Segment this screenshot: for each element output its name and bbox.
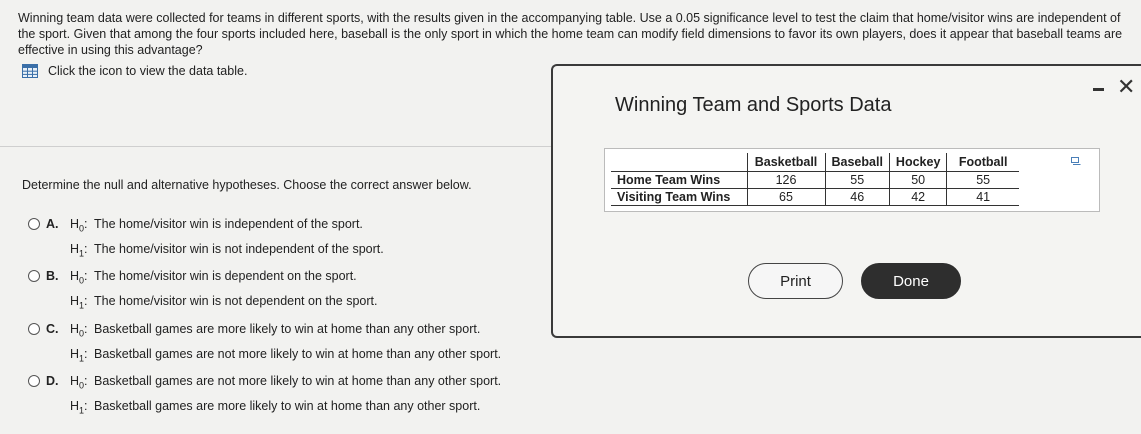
option-c[interactable] (28, 319, 501, 368)
option-b-letter: B. (46, 269, 59, 283)
option-a-letter: A. (46, 217, 59, 231)
question-text: Winning team data were collected for teams in different sports, with the results given in the accompanying table. Use a 0.05 significance level to test the claim that home/visitor wins are independent of the sport. Given that among the four sports included here, baseball is the only sport in which the home team can modify field dimensions to favor its own players, does it appear that baseball teams are effective in using this advantage? (18, 11, 1123, 57)
column-header: Basketball (747, 153, 825, 171)
h0-symbol: $H_0$: (70, 374, 88, 391)
option-d-letter: D. (46, 374, 59, 388)
table-cell: 65 (747, 188, 825, 205)
h1-symbol: $H_1$: (70, 241, 88, 258)
column-header: Football (947, 153, 1019, 171)
table-grid-icon[interactable] (22, 64, 38, 78)
h1-symbol: $H_1$: (70, 346, 88, 363)
view-data-table-link[interactable] (22, 64, 247, 78)
prompt-text: Determine the null and alternative hypotheses. Choose the correct answer below. (22, 178, 472, 192)
section-divider (0, 146, 560, 147)
h0-symbol: $H_0$: (70, 217, 88, 234)
option-b-h0: The home/visitor win is dependent on the sport. (94, 269, 357, 283)
table-cell: 126 (747, 171, 825, 188)
table-cell: 46 (825, 188, 889, 205)
row-label: Visiting Team Wins (611, 188, 747, 205)
done-button[interactable]: Done (861, 263, 961, 299)
h1-symbol: $H_1$: (70, 293, 88, 310)
option-d-radio[interactable] (28, 375, 40, 387)
table-row (611, 171, 1019, 188)
column-header: Baseball (825, 153, 889, 171)
h1-symbol: $H_1$: (70, 398, 88, 415)
option-a[interactable] (28, 214, 384, 263)
print-button[interactable]: Print (748, 263, 843, 299)
copy-icon[interactable] (1071, 157, 1081, 166)
table-corner-cell (611, 153, 747, 171)
option-a-h0: The home/visitor win is independent of the sport. (94, 217, 363, 231)
table-cell: 42 (889, 188, 946, 205)
h0-symbol: $H_0$: (70, 322, 88, 339)
data-table (611, 153, 1019, 206)
option-b-h1: The home/visitor win is not dependent on the sport. (94, 293, 378, 308)
data-table-container (604, 148, 1100, 212)
data-table-modal (551, 64, 1141, 338)
option-d[interactable] (28, 371, 501, 420)
option-b-radio[interactable] (28, 270, 40, 282)
option-a-h1: The home/visitor win is not independent of the sport. (94, 241, 384, 256)
modal-title: Winning Team and Sports Data (615, 94, 892, 116)
table-cell: 50 (889, 171, 946, 188)
row-label: Home Team Wins (611, 171, 747, 188)
option-d-h0: Basketball games are not more likely to win at home than any other sport. (94, 374, 502, 388)
option-a-radio[interactable] (28, 218, 40, 230)
table-cell: 41 (947, 188, 1019, 205)
view-data-table-label[interactable]: Click the icon to view the data table. (48, 64, 248, 78)
column-header: Hockey (889, 153, 946, 171)
minimize-icon[interactable] (1093, 80, 1105, 92)
option-b[interactable] (28, 266, 378, 315)
option-c-radio[interactable] (28, 323, 40, 335)
close-icon[interactable]: ✕ (1117, 74, 1136, 99)
option-d-h1: Basketball games are more likely to win at home than any other sport. (94, 398, 481, 413)
table-cell: 55 (825, 171, 889, 188)
option-c-h0: Basketball games are more likely to win at home than any other sport. (94, 322, 481, 336)
table-header-row (611, 153, 1019, 171)
option-c-h1: Basketball games are not more likely to win at home than any other sport. (94, 346, 502, 361)
h0-symbol: $H_0$: (70, 269, 88, 286)
table-row (611, 188, 1019, 205)
table-cell: 55 (947, 171, 1019, 188)
option-c-letter: C. (46, 322, 59, 336)
